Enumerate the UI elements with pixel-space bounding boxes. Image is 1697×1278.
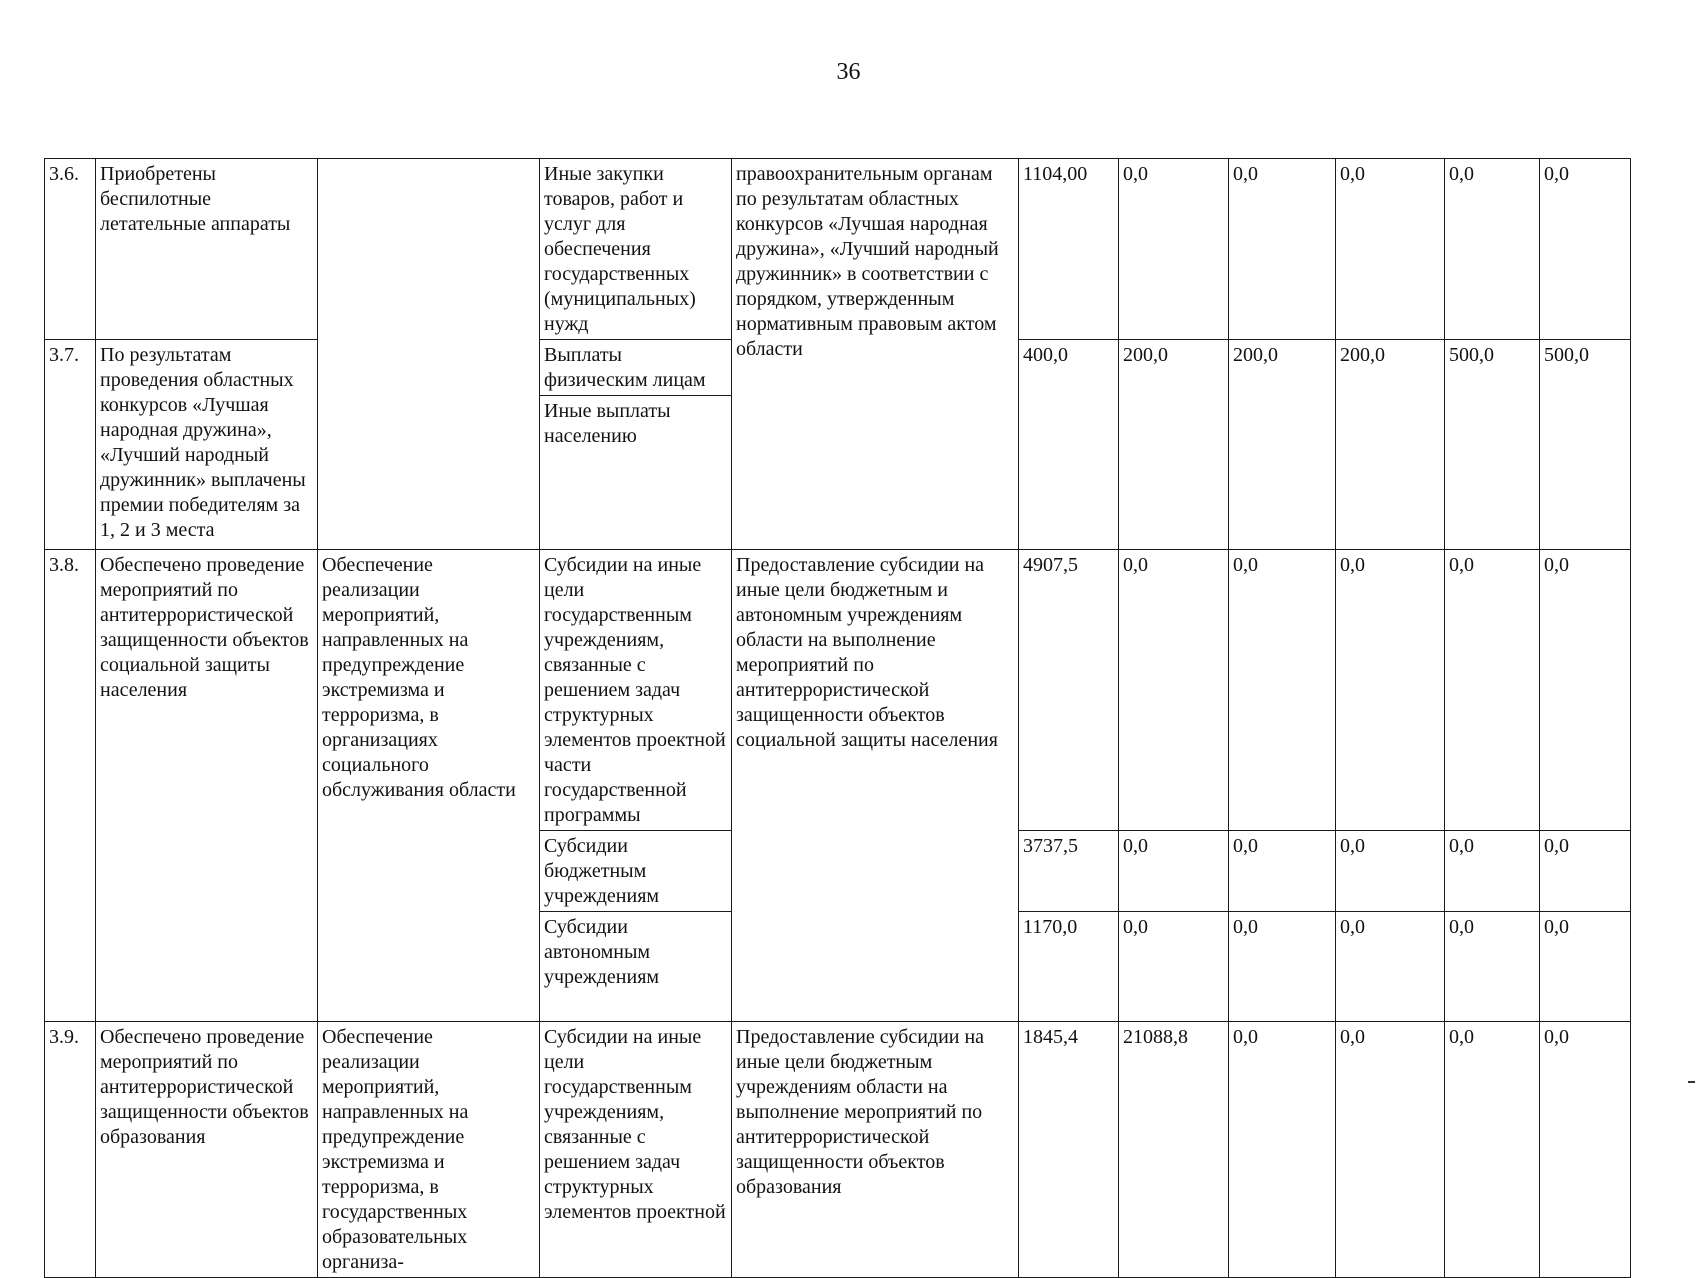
scan-edge-mark bbox=[1688, 1081, 1695, 1083]
value-cell: 0,0 bbox=[1229, 831, 1336, 912]
value-cell: 0,0 bbox=[1336, 912, 1445, 1022]
value-cell: 1845,4 bbox=[1019, 1022, 1119, 1278]
event-cell: Обеспечение реализации мероприятий, направленных на предупреждение экстремизма и терроризма, в организациях социального обслуживания области bbox=[318, 550, 540, 1022]
value-cell: 200,0 bbox=[1229, 340, 1336, 550]
value-cell: 1170,0 bbox=[1019, 912, 1119, 1022]
value-cell: 200,0 bbox=[1119, 340, 1229, 550]
expense-type-cell: Субсидии автономным учреждениям bbox=[540, 912, 732, 1022]
value-cell: 0,0 bbox=[1540, 550, 1631, 831]
value-cell: 0,0 bbox=[1445, 831, 1540, 912]
value-cell: 0,0 bbox=[1540, 831, 1631, 912]
value-cell: 0,0 bbox=[1445, 1022, 1540, 1278]
value-cell: 0,0 bbox=[1119, 831, 1229, 912]
value-cell: 0,0 bbox=[1445, 159, 1540, 340]
value-cell: 0,0 bbox=[1229, 1022, 1336, 1278]
value-cell: 0,0 bbox=[1119, 550, 1229, 831]
value-cell: 500,0 bbox=[1540, 340, 1631, 550]
row-number: 3.8. bbox=[45, 550, 96, 1022]
expense-type-cell: Иные закупки товаров, работ и услуг для обеспечения государственных (муниципальных) нужд bbox=[540, 159, 732, 340]
value-cell: 1104,00 bbox=[1019, 159, 1119, 340]
value-cell: 400,0 bbox=[1019, 340, 1119, 550]
event-cell: Обеспечение реализации мероприятий, направленных на предупреждение экстремизма и терроризма, в государственных образовательных организа- bbox=[318, 1022, 540, 1278]
expense-type-cell bbox=[540, 340, 732, 550]
description-cell: Предоставление субсидии на иные цели бюджетным и автономным учреждениям области на выполнение мероприятий по антитеррористической защищенности объектов социальной защиты населения bbox=[732, 550, 1019, 1022]
value-cell: 0,0 bbox=[1540, 912, 1631, 1022]
value-cell: 200,0 bbox=[1336, 340, 1445, 550]
event-cell bbox=[318, 159, 540, 550]
table-row bbox=[45, 159, 1631, 340]
value-cell: 4907,5 bbox=[1019, 550, 1119, 831]
value-cell: 0,0 bbox=[1336, 1022, 1445, 1278]
value-cell: 0,0 bbox=[1445, 550, 1540, 831]
value-cell: 0,0 bbox=[1119, 159, 1229, 340]
expense-type-cell: Субсидии на иные цели государственным учреждениям, связанные с решением задач структурных элементов проектной части государственной программы bbox=[540, 550, 732, 831]
result-cell: По результатам проведения областных конкурсов «Лучшая народная дружина», «Лучший народный дружинник» выплачены премии победителям за 1, 2 и 3 места bbox=[96, 340, 318, 550]
value-cell: 0,0 bbox=[1336, 550, 1445, 831]
value-cell: 3737,5 bbox=[1019, 831, 1119, 912]
result-cell: Приобретены беспилотные летательные аппараты bbox=[96, 159, 318, 340]
result-cell: Обеспечено проведение мероприятий по антитеррористической защищенности объектов образования bbox=[96, 1022, 318, 1278]
table-row bbox=[45, 550, 1631, 831]
value-cell: 21088,8 bbox=[1119, 1022, 1229, 1278]
value-cell: 0,0 bbox=[1229, 550, 1336, 831]
row-number: 3.6. bbox=[45, 159, 96, 340]
row-number: 3.9. bbox=[45, 1022, 96, 1278]
value-cell: 0,0 bbox=[1445, 912, 1540, 1022]
value-cell: 0,0 bbox=[1119, 912, 1229, 1022]
value-cell: 0,0 bbox=[1229, 912, 1336, 1022]
expense-type-item: Выплаты физическим лицам bbox=[540, 340, 731, 396]
value-cell: 0,0 bbox=[1540, 1022, 1631, 1278]
expense-type-item: Иные выплаты населению bbox=[544, 400, 671, 447]
description-cell: правоохранительным органам по результатам областных конкурсов «Лучшая народная дружина», «Лучший народный дружинник» в соответствии с порядком, утвержденным нормативным правовым актом области bbox=[732, 159, 1019, 550]
expense-type-cell: Субсидии на иные цели государственным учреждениям, связанные с решением задач структурных элементов проектной bbox=[540, 1022, 732, 1278]
expense-type-cell: Субсидии бюджетным учреждениям bbox=[540, 831, 732, 912]
program-measures-table bbox=[44, 158, 1631, 1278]
value-cell: 500,0 bbox=[1445, 340, 1540, 550]
row-number: 3.7. bbox=[45, 340, 96, 550]
value-cell: 0,0 bbox=[1336, 831, 1445, 912]
table-row bbox=[45, 1022, 1631, 1278]
description-cell: Предоставление субсидии на иные цели бюджетным учреждениям области на выполнение мероприятий по антитеррористической защищенности объектов образования bbox=[732, 1022, 1019, 1278]
value-cell: 0,0 bbox=[1336, 159, 1445, 340]
page-number: 36 bbox=[836, 59, 861, 85]
value-cell: 0,0 bbox=[1540, 159, 1631, 340]
result-cell: Обеспечено проведение мероприятий по антитеррористической защищенности объектов социальной защиты населения bbox=[96, 550, 318, 1022]
value-cell: 0,0 bbox=[1229, 159, 1336, 340]
